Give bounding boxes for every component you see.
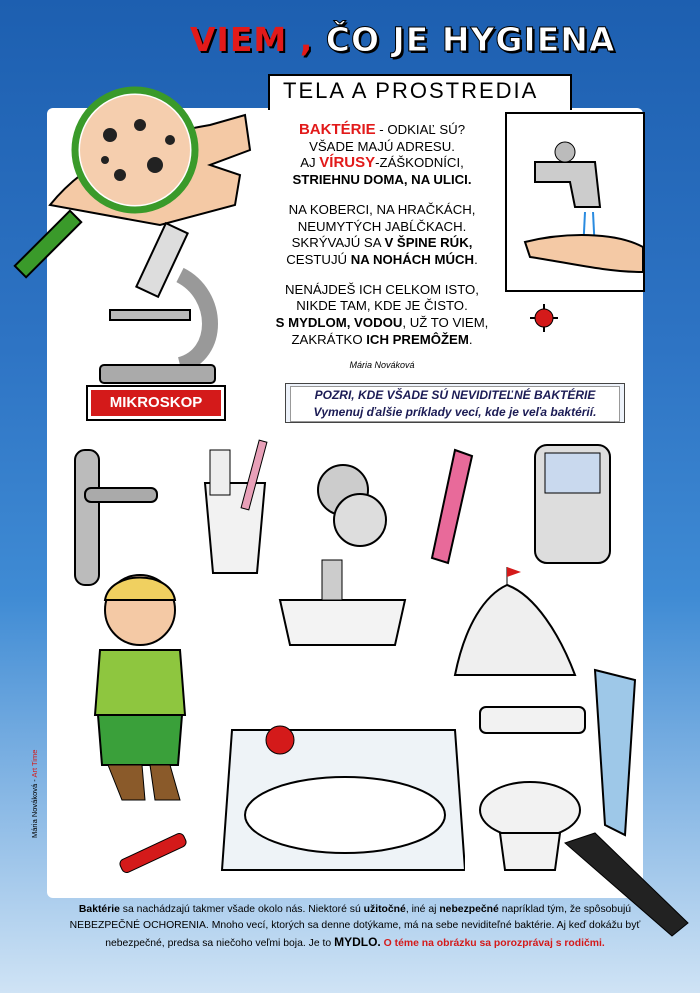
poem xyxy=(262,122,502,374)
subtitle: TELA A PROSTREDIA xyxy=(283,78,539,103)
pen-illustration xyxy=(98,828,193,888)
footer-text: Baktérie sa nachádzajú takmer všade okolo nás. Niektoré sú užitočné, iné aj nebezpečné napríklad tým, že spôsobujú NEBEZPEČNÉ OCHORENIA. Mnoho vecí, ktorých sa denne dotýkame, má na sebe neviditeľné baktérie. Aj keď dokážu byť nebezpečné, predsa sa niečoho veľmi boja. Je to MYDLO. O téme na obrázku sa porozprávaj s rodičmi. xyxy=(69,904,641,949)
coins-illustration xyxy=(315,462,390,552)
sandcastle-illustration xyxy=(425,565,590,695)
notice-box: POZRI, KDE VŠADE SÚ NEVIDITEĽNÉ BAKTÉRIE Vymenuj ďalšie príklady vecí, kde je veľa baktérií. xyxy=(285,383,625,423)
sink-illustration xyxy=(270,555,410,655)
mobile-phone-illustration xyxy=(530,443,615,568)
dirty-plate-illustration xyxy=(220,705,465,875)
virus-icon xyxy=(528,302,560,334)
faucet-handwashing-illustration xyxy=(505,112,645,292)
poem-stanza-2: NA KOBERCI, NA HRAČKÁCH, NEUMYTÝCH JABĹČKACH. SKRÝVAJÚ SA V ŠPINE RÚK, CESTUJÚ NA NOHÁCH MÚCH. xyxy=(286,201,478,267)
microscope-illustration xyxy=(90,215,230,390)
author-credit: Mária Nováková - Art Time xyxy=(30,749,39,838)
towel-illustration xyxy=(585,665,645,845)
microscope-label: MIKROSKOP xyxy=(88,387,224,419)
poem-stanza-3: NENÁJDEŠ ICH CELKOM ISTO, NIKDE TAM, KDE JE ČISTO. S MYDLOM, VODOU, UŽ TO VIEM, ZAKRÁTKO ICH PREMÔŽEM. xyxy=(275,281,489,347)
page-title: VIEM , ČO JE HYGIENA xyxy=(190,20,616,59)
toothbrush-cup-illustration xyxy=(195,438,280,578)
poem-author: Mária Nováková xyxy=(349,360,415,371)
poem-stanza-1: BAKTÉRIE - ODKIAĽ SÚ? VŠADE MAJÚ ADRESU. AJ VÍRUSY-ZÁŠKODNÍCI, STRIEHNU DOMA, NA ULICI. xyxy=(292,121,472,188)
comb-illustration xyxy=(420,448,480,568)
boy-with-dirty-hands-illustration xyxy=(50,565,235,805)
